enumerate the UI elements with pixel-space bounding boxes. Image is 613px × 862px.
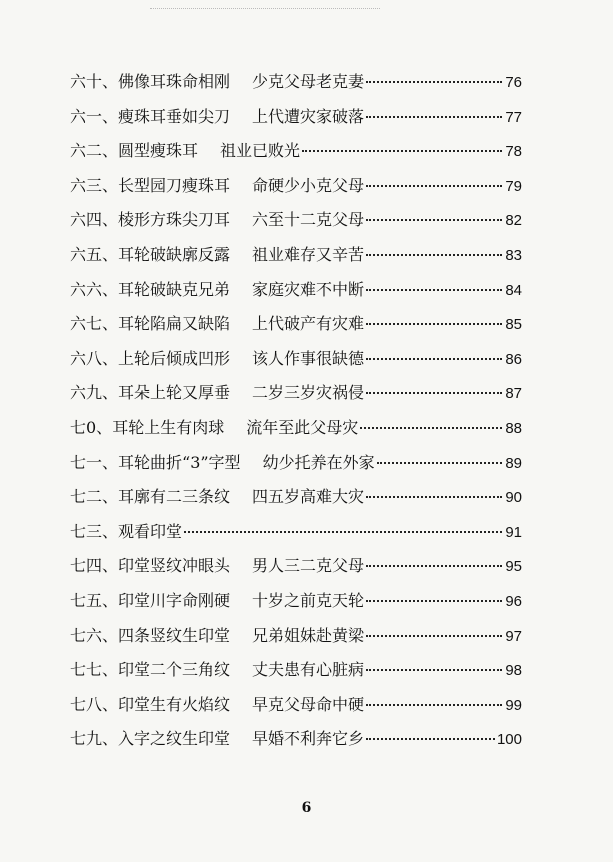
toc-entry-title: 耳轮破缺廓反露: [118, 244, 231, 264]
toc-entry-title: 瘦珠耳垂如尖刀: [118, 106, 231, 126]
toc-entry: [70, 349, 522, 384]
toc-entry-number: 六十、: [70, 72, 119, 91]
toc-entry-number: 六四、: [70, 210, 119, 230]
toc-entry-title: 佛像耳珠命相刚: [118, 72, 231, 91]
toc-dot-leader: [366, 116, 502, 118]
toc-entry-number: 七0、: [70, 417, 113, 437]
toc-entry-title: 圆型瘦珠耳: [118, 141, 199, 161]
toc-dot-leader: [366, 254, 502, 256]
toc-entry-subtitle: 该人作事很缺德: [252, 348, 365, 368]
toc-entry: [70, 383, 522, 418]
toc-entry-number: 七三、: [70, 521, 119, 541]
toc-entry: [70, 314, 522, 349]
toc-entry-number: 六九、: [70, 383, 119, 403]
toc-entry-subtitle: 十岁之前克天轮: [252, 590, 365, 610]
toc-entry-subtitle: 少克父母老克妻: [252, 72, 365, 91]
toc-entry-subtitle: 男人三二克父母: [252, 556, 365, 576]
toc-entry-title: 上轮后倾成凹形: [118, 348, 231, 368]
toc-entry-page: 84: [505, 281, 522, 299]
toc-entry-number: 七八、: [70, 694, 119, 714]
toc-entry-title: 入字之纹生印堂: [118, 729, 231, 749]
toc-entry-number: 六二、: [70, 141, 119, 161]
toc-entry: [70, 280, 522, 315]
toc-entry-page: 87: [505, 385, 522, 403]
toc-dot-leader: [366, 219, 502, 221]
toc-entry: [70, 72, 522, 107]
toc-entry-page: 77: [505, 108, 522, 126]
toc-entry: [70, 453, 522, 488]
toc-entry-number: 七五、: [70, 590, 119, 610]
toc-dot-leader: [366, 289, 502, 291]
toc-entry-title: 棱形方珠尖刀耳: [118, 210, 231, 230]
toc-entry: [70, 556, 522, 591]
toc-dot-leader: [366, 704, 502, 706]
toc-entry-page: 95: [505, 558, 522, 576]
toc-dot-leader: [377, 462, 502, 464]
toc-entry-page: 85: [505, 316, 522, 334]
toc-entry-title: 耳轮破缺克兄弟: [118, 279, 231, 299]
toc-dot-leader: [366, 185, 502, 187]
toc-entry-number: 六五、: [70, 244, 119, 264]
toc-entry-page: 91: [505, 523, 522, 541]
toc-entry-subtitle: 早克父母命中硬: [252, 694, 365, 714]
toc-entry: [70, 107, 522, 142]
toc-entry: [70, 141, 522, 176]
toc-entry-page: 100: [496, 731, 522, 749]
toc-entry-page: 89: [505, 454, 522, 472]
toc-entry-number: 六六、: [70, 279, 119, 299]
toc-entry-title: 印堂竖纹冲眼头: [118, 556, 231, 576]
toc-entry-title: 印堂生有火焰纹: [118, 694, 231, 714]
toc-entry-subtitle: 祖业难存又辛苦: [252, 244, 365, 264]
toc-entry: [70, 176, 522, 211]
toc-entry-subtitle: 兄弟姐妹赴黄梁: [252, 625, 365, 645]
toc-entry-page: 96: [505, 592, 522, 610]
toc-entry-number: 六八、: [70, 348, 119, 368]
toc-entry-title: 耳轮曲折“3”字型: [118, 452, 241, 472]
toc-entry-number: 七六、: [70, 625, 119, 645]
toc-dot-leader: [366, 81, 502, 83]
toc-entry-subtitle: 二岁三岁灾祸侵: [252, 383, 365, 403]
toc-entry: [70, 210, 522, 245]
toc-entry-page: 99: [505, 696, 522, 714]
toc-entry: [70, 418, 522, 453]
toc-entry-page: 79: [505, 177, 522, 195]
toc-dot-leader: [366, 358, 502, 360]
toc-entry: [70, 245, 522, 280]
toc-entry-subtitle: 早婚不利奔它乡: [252, 729, 365, 749]
toc-entry-page: 76: [505, 74, 522, 91]
toc-entry-page: 82: [505, 212, 522, 230]
toc-entry-page: 90: [505, 489, 522, 507]
toc-entry-number: 六七、: [70, 314, 119, 334]
toc-entry: [70, 660, 522, 695]
toc-entry-subtitle: 上代遭灾家破落: [252, 106, 365, 126]
toc-entry-number: 七四、: [70, 556, 119, 576]
toc-dot-leader: [366, 600, 502, 602]
toc-entry-title: 观看印堂: [118, 521, 183, 541]
toc-entry-page: 88: [505, 419, 522, 437]
toc-entry-number: 七九、: [70, 729, 119, 749]
toc-entry-number: 七一、: [70, 452, 119, 472]
toc-entry-title: 长型园刀瘦珠耳: [118, 175, 231, 195]
toc-dot-leader: [366, 635, 502, 637]
toc-entry-title: 耳朵上轮又厚垂: [118, 383, 231, 403]
toc-entry-number: 六一、: [70, 106, 119, 126]
toc-dot-leader: [366, 669, 502, 671]
toc-entry-title: 印堂川字命刚硬: [118, 590, 231, 610]
page-number: 6: [301, 800, 312, 816]
toc-entry-subtitle: 命硬少小克父母: [252, 175, 365, 195]
toc-entry-page: 86: [505, 350, 522, 368]
toc-entry-subtitle: 流年至此父母灾: [246, 417, 359, 437]
toc-entry-page: 83: [505, 246, 522, 264]
toc-dot-leader: [366, 738, 495, 740]
toc-entry: [70, 626, 522, 661]
toc-entry-title: 耳轮陷扁又缺陷: [118, 314, 231, 334]
toc-entry-page: 98: [505, 662, 522, 680]
toc-dot-leader: [366, 323, 502, 325]
toc-entry-subtitle: 丈夫患有心脏病: [252, 660, 365, 680]
toc-entry-subtitle: 四五岁高难大灾: [252, 487, 365, 507]
toc-entry-number: 七二、: [70, 487, 119, 507]
toc-entry: [70, 729, 522, 764]
scan-artifact: [150, 8, 380, 11]
toc-dot-leader: [302, 150, 502, 152]
toc-entry: [70, 522, 522, 557]
toc-entry-number: 六三、: [70, 175, 119, 195]
toc-entry-page: 78: [505, 143, 522, 161]
toc-entry-subtitle: 家庭灾难不中断: [252, 279, 365, 299]
toc-entry-title: 四条竖纹生印堂: [118, 625, 231, 645]
toc-entry-title: 耳轮上生有肉球: [112, 417, 225, 437]
toc-dot-leader: [184, 531, 502, 533]
toc-entry-subtitle: 祖业已败光: [220, 141, 301, 161]
toc-entry-subtitle: 上代破产有灾难: [252, 314, 365, 334]
toc-entry-number: 七七、: [70, 660, 119, 680]
toc-entry-subtitle: 幼少托养在外家: [262, 452, 375, 472]
toc-entry-page: 97: [505, 627, 522, 645]
toc-entry-title: 印堂二个三角纹: [118, 660, 231, 680]
toc-entry-title: 耳廓有二三条纹: [118, 487, 231, 507]
toc-entry-subtitle: 六至十二克父母: [252, 210, 365, 230]
toc-dot-leader: [366, 392, 502, 394]
toc-dot-leader: [366, 496, 502, 498]
table-of-contents: [70, 72, 522, 764]
toc-dot-leader: [360, 427, 502, 429]
toc-entry: [70, 695, 522, 730]
toc-entry: [70, 487, 522, 522]
toc-dot-leader: [366, 565, 502, 567]
toc-entry: [70, 591, 522, 626]
